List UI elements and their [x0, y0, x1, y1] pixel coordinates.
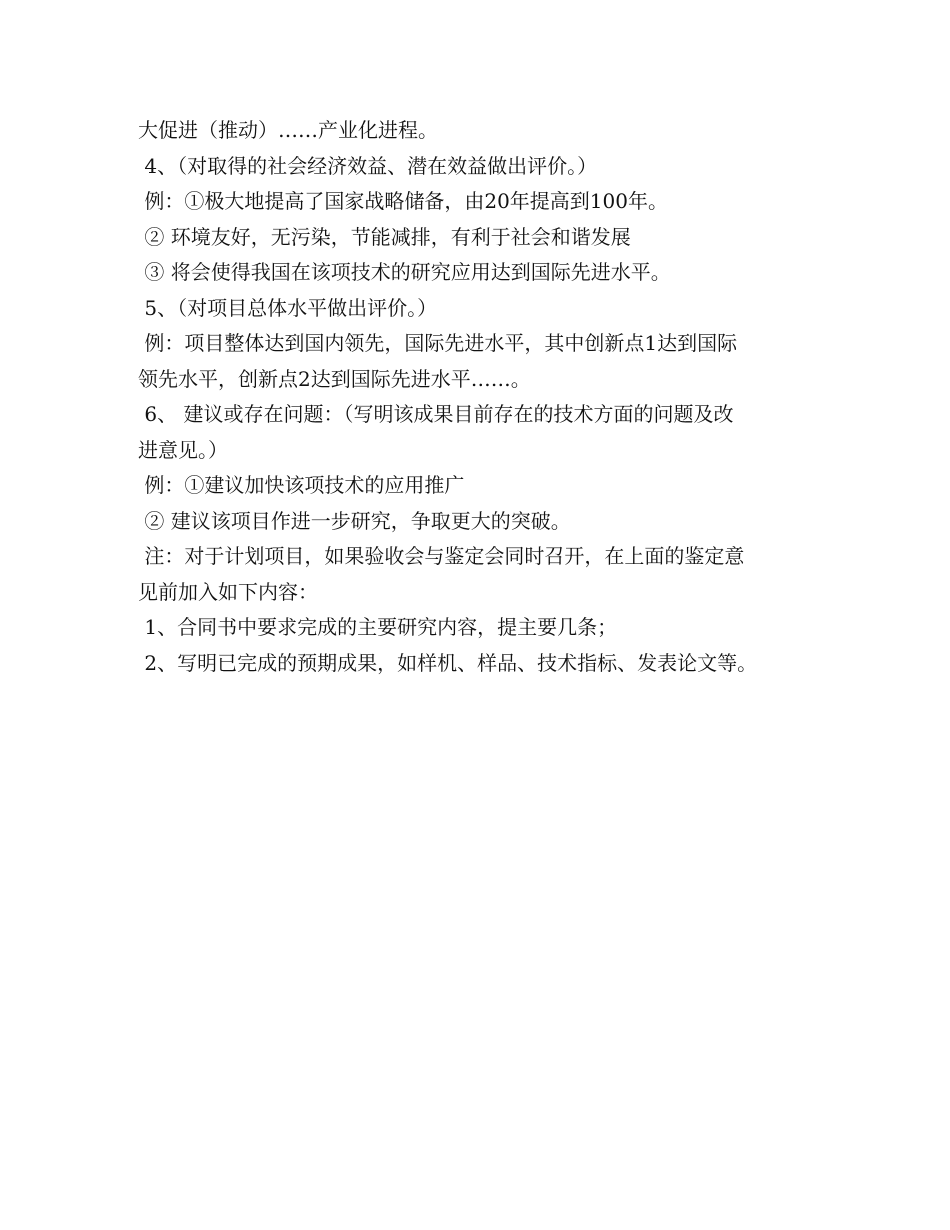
text-line-suggestion-1: 例：①建议加快该项技术的应用推广 [138, 473, 465, 497]
text-line-suggestion-2: ② 建议该项目作进一步研究，争取更大的突破。 [138, 508, 571, 533]
text-line-item-5: 5、（对项目总体水平做出评价。） [138, 295, 438, 320]
text-line-promotion: 大促进（推动）……产业化进程。 [138, 118, 438, 142]
document-body [138, 113, 818, 681]
text-line-level-example-cont: 领先水平，创新点2达到国际先进水平……。 [138, 366, 531, 391]
text-line-item-4: 4、（对取得的社会经济效益、潜在效益做出评价。） [138, 153, 598, 178]
text-line-example-2: ② 环境友好，无污染，节能减排，有利于社会和谐发展 [138, 224, 631, 249]
text-line-list-2: 2、写明已完成的预期成果，如样机、样品、技术指标、发表论文等。 [138, 650, 758, 675]
text-line-example-1: 例：①极大地提高了国家战略储备，由20年提高到100年。 [138, 189, 668, 213]
text-line-item-6: 6、 建议或存在问题：（写明该成果目前存在的技术方面的问题及改 [138, 402, 734, 426]
text-line-item-6-cont: 进意见。） [138, 437, 228, 462]
text-line-note: 注：对于计划项目，如果验收会与鉴定会同时召开，在上面的鉴定意 [138, 544, 745, 568]
text-line-example-3: ③ 将会使得我国在该项技术的研究应用达到国际先进水平。 [138, 260, 671, 284]
text-line-level-example: 例：项目整体达到国内领先，国际先进水平，其中创新点1达到国际 [138, 331, 738, 355]
text-line-note-cont: 见前加入如下内容： [138, 579, 318, 604]
text-line-list-1: 1、合同书中要求完成的主要研究内容，提主要几条； [138, 615, 618, 639]
